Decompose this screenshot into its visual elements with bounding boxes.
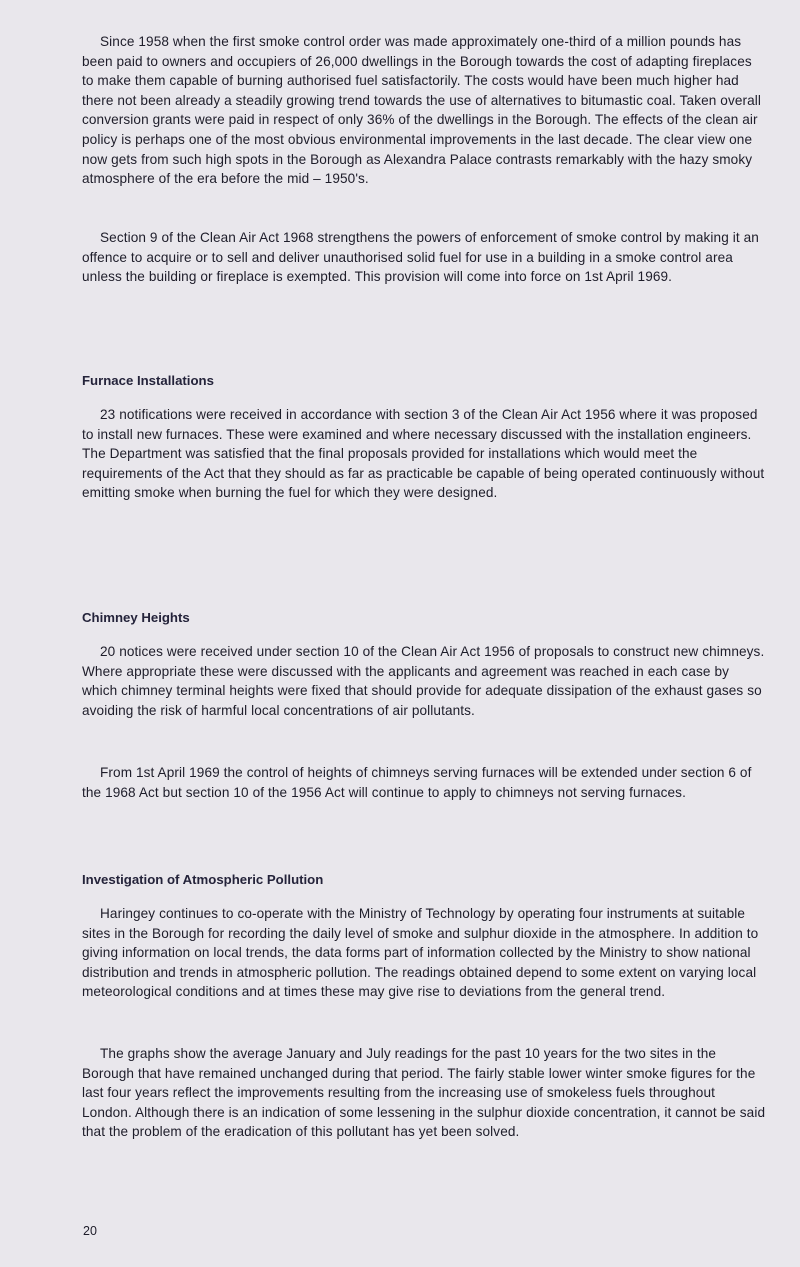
paragraph-clean-air-act-section-9: Section 9 of the Clean Air Act 1968 strengthens the powers of enforcement of smoke control by making it an offence to acquire or to sell and deliver unauthorised solid fuel for use in a building in a smoke control area unless the building or fireplace is exempted. This provision will come into force on 1st April 1969. — [82, 230, 759, 285]
page-number: 20 — [83, 1224, 97, 1238]
heading-furnace-installations: Furnace Installations — [82, 373, 214, 388]
paragraph-smoke-control-grants: Since 1958 when the first smoke control order was made approximately one-third of a million pounds has been paid to owners and occupiers of 26,000 dwellings in the Borough towards the cost of adapting fireplaces to make them capable of burning authorised fuel satisfactorily. The costs would have been much higher had there not been already a steadily growing trend towards the use of alternatives to bitumastic coal. Taken overall conversion grants were paid in respect of only 36% of the dwellings in the Borough. The effects of the clean air policy is perhaps one of the most obvious environmental improvements in the last decade. The clear view one now gets from such high spots in the Borough as Alexandra Palace contrasts remarkably with the hazy smoky atmosphere of the era before the mid – 1950's. — [82, 34, 762, 187]
paragraph-chimney-notices: 20 notices were received under section 10 of the Clean Air Act 1956 of proposals to construct new chimneys. Where appropriate these were discussed with the applicants and agreement was reached in each case by which chimney terminal heights were fixed that should provide for adequate dissipation of the exhaust gases so avoiding the risk of harmful local concentrations of air pollutants. — [82, 644, 765, 718]
heading-investigation-atmospheric-pollution: Investigation of Atmospheric Pollution — [82, 872, 324, 887]
paragraph-ministry-instruments: Haringey continues to co-operate with the Ministry of Technology by operating four instruments at suitable sites in the Borough for recording the daily level of smoke and sulphur dioxide in the atmosphere. In addition to giving information on local trends, the data forms part of information collected by the Ministry to show national distribution and trends in atmospheric pollution. The readings obtained depend to some extent on varying local meteorological conditions and at times these may give rise to deviations from the general trend. — [82, 906, 759, 1000]
paragraph-graphs-readings: The graphs show the average January and July readings for the past 10 years for the two sites in the Borough that have remained unchanged during that period. The fairly stable lower winter smoke figures for the last four years reflect the improvements resulting from the increasing use of smokeless fuels throughout London. Although there is an indication of some lessening in the sulphur dioxide concentration, it cannot be said that the problem of the eradication of this pollutant has yet been solved. — [82, 1046, 766, 1140]
paragraph-chimney-control-1969: From 1st April 1969 the control of heights of chimneys serving furnaces will be extended under section 6 of the 1968 Act but section 10 of the 1956 Act will continue to apply to chimneys not serving furnaces. — [82, 765, 752, 800]
paragraph-furnace-notifications: 23 notifications were received in accordance with section 3 of the Clean Air Act 1956 where it was proposed to install new furnaces. These were examined and where necessary discussed with the installation engineers. The Department was satisfied that the final proposals provided for installations which would meet the requirements of the Act that they should as far as practicable be capable of being operated continuously without emitting smoke when burning the fuel for which they were designed. — [82, 407, 765, 501]
heading-chimney-heights: Chimney Heights — [82, 610, 190, 625]
